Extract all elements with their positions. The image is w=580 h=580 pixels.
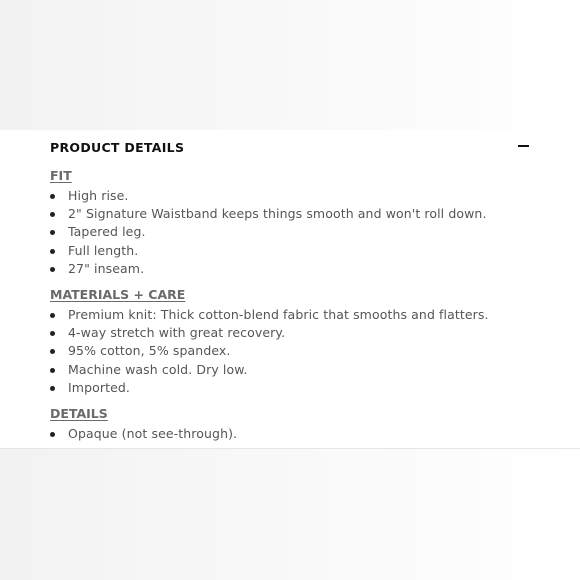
bullet-icon	[50, 349, 55, 354]
section-title-details[interactable]: DETAILS	[50, 406, 108, 421]
product-details-heading: PRODUCT DETAILS	[50, 140, 185, 155]
bullet-icon	[50, 432, 55, 437]
section-title-fit[interactable]: FIT	[50, 168, 72, 183]
materials-care-list	[50, 306, 489, 397]
minus-bar	[518, 145, 529, 147]
bullet-icon	[50, 230, 55, 235]
bullet-icon	[50, 331, 55, 336]
bullet-icon	[50, 313, 55, 318]
list-item: 95% cotton, 5% spandex.	[50, 342, 489, 360]
bullet-icon	[50, 212, 55, 217]
bullet-icon	[50, 249, 55, 254]
list-item: Premium knit: Thick cotton-blend fabric that smooths and flatters.	[50, 306, 489, 324]
details-list	[50, 425, 237, 443]
fit-list	[50, 187, 487, 278]
list-item: Full length.	[50, 242, 487, 260]
bullet-icon	[50, 386, 55, 391]
minus-icon[interactable]	[516, 138, 532, 154]
list-item: Machine wash cold. Dry low.	[50, 361, 489, 379]
list-item: High rise.	[50, 187, 487, 205]
top-image-area	[0, 0, 580, 130]
list-item: Imported.	[50, 379, 489, 397]
bullet-icon	[50, 368, 55, 373]
list-item: 4-way stretch with great recovery.	[50, 324, 489, 342]
list-item: 2" Signature Waistband keeps things smooth and won't roll down.	[50, 205, 487, 223]
list-item: Opaque (not see-through).	[50, 425, 237, 443]
bullet-icon	[50, 267, 55, 272]
bottom-image-area	[0, 449, 580, 580]
list-item: Tapered leg.	[50, 223, 487, 241]
bullet-icon	[50, 194, 55, 199]
list-item: 27" inseam.	[50, 260, 487, 278]
section-title-materials-care[interactable]: MATERIALS + CARE	[50, 287, 186, 302]
